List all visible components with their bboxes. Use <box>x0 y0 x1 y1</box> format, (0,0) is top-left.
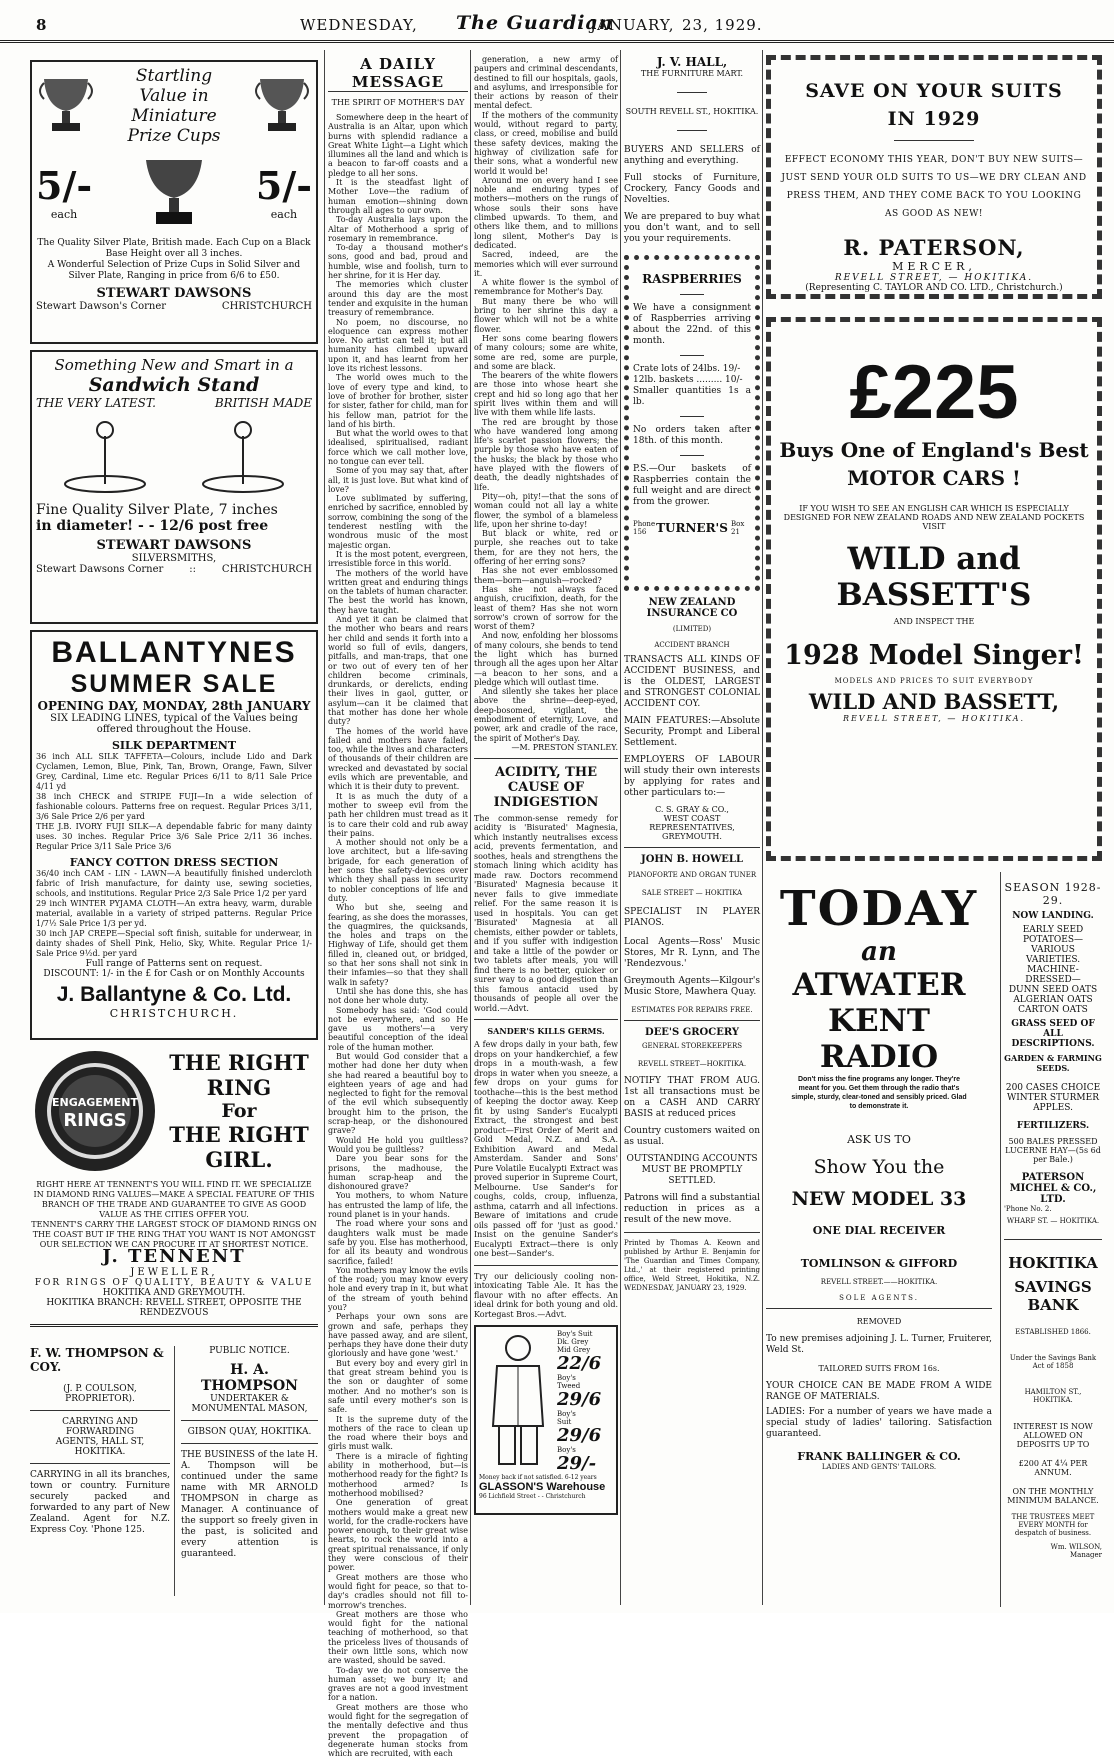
stand-tag2: BRITISH MADE <box>214 396 312 410</box>
nzi-firm: NEW ZEALAND INSURANCE CO <box>646 597 738 619</box>
article-paragraph: But would God consider that a mother had done her duty when she had reared a beautiful boy to eighteen years of age and had neglected to fight for the removal of the evil which subsequently brought him to the prison, the scrap-heap, or the dishonoured grave? <box>328 1051 468 1136</box>
tennent-towns: HOKITIKA AND GREYMOUTH. <box>102 1288 246 1298</box>
trophy-icon <box>252 73 312 139</box>
article-paragraph: If the mothers of the community would, without regard to party, class, or creed, mobilise and build these safety devices, making the highway of civilization safe for their sons, what a wonderful new world it would be! <box>474 110 618 176</box>
article-paragraph: You mothers, to whom Nature has entrusted the lamp of life, the round planet is in your hands. <box>328 1191 468 1220</box>
rasp-no-orders: No orders taken after 18th. of this month. <box>633 425 751 446</box>
hall-buy: BUYERS AND SELLERS of anything and everything. <box>624 145 760 166</box>
article-body-cont <box>474 55 618 743</box>
tennent-ad <box>30 1246 318 1346</box>
seed-phone: 'Phone No. 2. <box>1004 1205 1052 1213</box>
article-paragraph: But what the world owes to that idealised, spiritualised, radiant force which we call mother love, no tongue can ever tell. <box>328 429 468 466</box>
article-paragraph: But every boy and every girl in that great stream behind you is the son or daughter of some mother. And no mother's son is safe until every mother's son is safe. <box>328 1358 468 1415</box>
stand-tag1: THE VERY LATEST. <box>36 396 156 410</box>
howell-est: ESTIMATES FOR REPAIRS FREE. <box>631 1006 753 1014</box>
column-rule <box>324 50 325 1605</box>
radio-brand3: RADIO <box>819 1039 939 1075</box>
article-paragraph: A white flower is the symbol of remembrance for Mother's Day. <box>474 278 618 297</box>
glasson-price: 22/6 <box>557 1353 602 1375</box>
imprint: Printed by Thomas A. Keown and published by Arthur E. Benjamin for 'The Guardian and Times Company, Ltd.,' at their registered printing office, Weld Street, Hokitika, N.Z. WEDNESDAY, JANUARY 23, 1929. <box>624 1239 760 1292</box>
article-paragraph: Dare you bear sons for the prisons, the madhouse, the human scrap-heap and the dishonoured grave? <box>328 1154 468 1192</box>
bank-est: ESTABLISHED 1866. <box>1015 1328 1091 1336</box>
radio-today: TODAY <box>779 881 979 937</box>
singer-motor-ad <box>766 317 1102 861</box>
sandwich-stand-icon <box>60 416 150 496</box>
acidity-body: The common-sense remedy for acidity is 'Bisurated' Magnesia, which instantly neutralises excess acid, prevents fermentation, and soothes, heals and strengthens the stomach lining which acidity has made raw. Doctors recommend 'Bisurated' Magnesia because it never fails to give immediate relief. For the same reason it is used in hospitals. You can get 'Bisurated' Magnesia at all chemists, either powder or tablets, and if you suffer with indigestion and take a little of the powder or two tablets after meals, you will find there is no better, quicker or surer way to a good digestion than this famous antacid used by thousands of people all over the world.—Advt. <box>474 813 618 1013</box>
fancy-item: 30 inch JAP CREPE—Special soft finish, suitable for underwear, in dainty shades of Shell Pink, Helio, Sky, White. Regular Price 1/- Sale Price 9½d. per yard <box>36 929 312 958</box>
radio-blurb: Don't miss the fine programs any longer. They're meant for you. Get them through the radio that's simple, sturdy, clear-toned and sensibly priced. Glad to demonstrate it. <box>791 1076 967 1110</box>
article-paragraph: Love sublimated by suffering, enriched by sacrifice, ennobled by sorrow, combining the song of the tenderest nestling with the wondrous music of the most majestic organ. <box>328 494 468 550</box>
silk-dept: SILK DEPARTMENT <box>111 739 237 752</box>
radio-agents: SOLE AGENTS. <box>839 1294 919 1302</box>
article-paragraph: And now, enfolding her blossoms of many colours, she bends to tend the light which has burned through all the ages upon her Altar—a beacon to her sons, and a pledge which will outlast time. <box>474 631 618 687</box>
fancy-item: 29 inch WINTER PYJAMA CLOTH—An extra heavy, warm, durable material, available in a variety of striped patterns. Regular Price 1/7½ Sale Price 1/3 per yd. <box>36 899 312 928</box>
nzi-branch: ACCIDENT BRANCH <box>654 641 730 649</box>
paterson-firm: R. PATERSON, <box>843 235 1025 260</box>
article-paragraph: Until she has done this, she has not done her whole duty. <box>328 986 468 1006</box>
howell-agents: Local Agents—Ross' Music Stores, Mr R. Lynn, and The 'Rendezvous.' <box>624 937 760 969</box>
paterson-addr: REVELL STREET, — HOKITIKA. <box>834 273 1034 283</box>
howell-addr: SALE STREET — HOKITIKA <box>641 889 743 897</box>
article-paragraph: Pity—oh, pity!—that the sons of woman could not all lay a white flower, the symbol of a blameless life, upon her shrine to-day! <box>474 491 618 529</box>
ha-thompson-address: GIBSON QUAY, HOKITIKA. <box>187 1427 312 1437</box>
ring-title-3: THE RIGHT GIRL. <box>169 1122 309 1172</box>
article-subtitle: THE SPIRIT OF MOTHER'S DAY <box>331 98 465 107</box>
fancy-item: 36/40 inch CAM - LIN - LAWN—A beautifully finished undercloth fabric of Irish manufacture, for dainty use, sewing societies, schools, and institutions. Regular Price 2/3 Sale Price 1/2 per yard <box>36 869 312 898</box>
ring-badge-label-2: RINGS <box>63 1110 127 1131</box>
radio-an: an <box>861 937 897 967</box>
car-price: £225 <box>849 350 1019 435</box>
lower-right-ads <box>766 881 1102 1559</box>
seed-landing: NOW LANDING. <box>1012 911 1094 921</box>
nzi-ltd: (LIMITED) <box>672 625 712 633</box>
stand-sub: SILVERSMITHS, <box>131 553 217 564</box>
fw-thompson-firm: F. W. THOMPSON & COY. <box>30 1346 164 1374</box>
ring-body: RIGHT HERE AT TENNENT'S YOU WILL FIND IT. WE SPECIALIZE IN DIAMOND RING VALUES—MAKE A SPECIAL FEATURE OF THIS BRANCH OF THE TRADE AND GUARANTEE TO GIVE AS GOOD VALUE AS THE CITIES OFFER YOU. <box>33 1180 315 1219</box>
rasp-phone: Phone 156 <box>633 520 656 536</box>
header-day: WEDNESDAY, <box>300 16 418 34</box>
article-paragraph: There is a miracle of fighting ability in motherhood, but—is motherhood ready for the fight? Is motherhood armed? Is motherhood mobilised? <box>328 1451 468 1498</box>
rasp-box: Box 21 <box>730 520 745 536</box>
ring-title-2: For <box>221 1100 257 1122</box>
article-paragraph: generation, a new army of paupers and criminal descendants, destined to fill our hospitals, gaols, and asylums, and irresponsible for their actions by reason of their mental defect. <box>474 55 618 111</box>
dee-country: Country customers waited on as usual. <box>624 1126 760 1147</box>
article-paragraph: Has she not always faced anguish, crucifixion, death, for the least of them? Has she not worn sorrow's crown of sorrow for the worst of them? <box>474 584 618 632</box>
glasson-price: 29/- <box>557 1453 597 1475</box>
seed-wharf: WHARF ST. — HOKITIKA. <box>1006 1217 1100 1225</box>
radio-ask: ASK US TO <box>847 1133 911 1146</box>
summer-sale: SUMMER SALE <box>70 670 278 698</box>
glasson-label: Tweed <box>557 1382 581 1391</box>
article-paragraph: To-day a thousand mother's sons, good and bad, proud and humble, wise and foolish, turn to her shrine, for it is Her day. <box>328 243 468 281</box>
seed-fert: FERTILIZERS. <box>1016 1121 1090 1131</box>
seed-oats3: CARTON OATS <box>1018 1005 1088 1015</box>
article-paragraph: But many there be who will bring to her shrine this day a flower which will not be a white flower. <box>474 296 618 334</box>
column-1 <box>30 60 318 1605</box>
singer-buys: Buys One of England's Best <box>779 438 1089 462</box>
tennent-branch: HOKITIKA BRANCH: REVELL STREET, OPPOSITE THE RENDEZVOUS <box>46 1298 302 1318</box>
seed-season: SEASON 1928-29. <box>1004 881 1102 907</box>
ballinger-ladies: LADIES: For a number of years we have made a special study of ladies' tailoring. Satisfaction guaranteed. <box>766 1407 992 1439</box>
column-rule <box>762 50 763 1605</box>
rasp-firm: TURNER'S <box>656 521 728 535</box>
radio-firm: TOMLINSON & GIFFORD <box>800 1257 958 1270</box>
tennent-firm: J. TENNENT <box>102 1246 246 1267</box>
glasson-price: 29/6 <box>557 1389 602 1411</box>
suits-title2: IN 1929 <box>887 108 981 130</box>
article-paragraph: The red are brought by those who have wandered long among life's scarlet passion flowers; the purple by those who have eaten of the husks; the black by those who have played with the flowers of death, the deadly nightshades of life. <box>474 417 618 492</box>
cups-city: CHRISTCHURCH <box>221 301 312 312</box>
article-paragraph: Around me on every hand I see noble and enduring types of mothers—mothers on the rungs of whose souls their sons have climbed upwards. To them, and others like them, and to millions long silent, Mother's Day is dedicated. <box>474 175 618 250</box>
article-paragraph: To-day Australia lays upon the Altar of Motherhood a sprig of rosemary in remembrance. <box>328 215 468 243</box>
rasp-ps: P.S.—Our baskets of Raspberries contain the full weight and are direct from the grower. <box>633 464 751 507</box>
table-ale-ad: Try our deliciously cooling non-intoxicating Table Ale. It has the flavour with no after effects. An ideal drink for both young and old. Kortegast Bros.—Advt. <box>474 1271 618 1319</box>
dee-trade: GENERAL STOREKEEPERS <box>641 1042 743 1050</box>
article-byline: —M. PRESTON STANLEY. <box>511 742 618 752</box>
silk-item: 38 inch CHECK and STRIPE FUJI—In a wide selection of fashionable colours. Patterns free on request. Regular Prices 3/11, 3/6 Sale Price 2/6 per yard <box>36 792 312 821</box>
raspberries-ad <box>624 255 760 591</box>
article-paragraph: The homes of the world have failed and mothers have failed, too, while the lives and characters of thousands of their children are wrecked and devastated by social evils which are preventable, and which it is their duty to prevent. <box>328 726 468 792</box>
rasp-crate3: Smaller quantities 1s a lb. <box>633 386 751 407</box>
bank-title2: SAVINGS BANK <box>1014 1278 1092 1314</box>
ha-thompson-body: THE BUSINESS of the late H. A. Thompson will be continued under the same name with MR ARNOLD THOMPSON in charge as Manager. A continuance of the support so freely given in the past, is solicited and every attention is guaranteed. <box>181 1450 318 1559</box>
article-paragraph: No poem, no discourse, no eloquence can express mother love. No artist can tell it; but all humanity has climbed upward upon it, and has learnt from her love its richest lessons. <box>328 317 468 374</box>
nzi-employers: EMPLOYERS OF LABOUR will study their own interests by applying for rates and other particulars to:— <box>624 755 760 798</box>
ballinger-trade: LADIES AND GENTS' TAILORS. <box>821 1463 937 1471</box>
article-paragraph: Great mothers are those who would fight for the national teaching of motherhood, so that the priceless lives of thousands of their own little sons, which now are wasted, should be saved. <box>328 1609 468 1666</box>
singer-inspect: AND INSPECT THE <box>893 617 975 626</box>
article-paragraph: It is the steadfast light of Mother Love—the radium of human emotion—shining down through all ages to our own. <box>328 178 468 215</box>
nzi-town: GREYMOUTH. <box>662 832 722 841</box>
bank-on: ON THE MONTHLY MINIMUM BALANCE. <box>1007 1487 1099 1505</box>
ballantyne-city: CHRISTCHURCH. <box>109 1007 239 1020</box>
six-lines: SIX LEADING LINES, typical of the Values being offered throughout the House. <box>50 713 298 735</box>
stand-firm: STEWART DAWSONS <box>96 538 252 553</box>
glasson-label: Boy's Suit <box>557 1330 593 1339</box>
article-title: A DAILY MESSAGE <box>328 55 468 92</box>
seed-early: EARLY SEED POTATOES— <box>1022 925 1084 945</box>
hall-stocks: Full stocks of Furniture, Crockery, Fancy Goods and Novelties. <box>624 173 760 205</box>
seed-various: VARIOUS VARIETIES. <box>1025 945 1081 965</box>
stand-desc1: Fine Quality Silver Plate, 7 inches <box>36 502 278 518</box>
each-label: each <box>270 208 298 221</box>
ha-thompson-ad <box>175 1346 318 1596</box>
bank-trustees: THE TRUSTEES MEET EVERY MONTH for despatch of business. <box>1011 1513 1095 1537</box>
stand-title2: Sandwich Stand <box>88 374 260 396</box>
glasson-label: Boy's <box>557 1374 576 1383</box>
tennent-trade: JEWELLER, <box>130 1267 218 1278</box>
ring-badge-label-1: ENGAGEMENT <box>52 1096 138 1109</box>
glasson-label: Boy's <box>557 1446 576 1455</box>
article-paragraph: To-day we do not conserve the human asset; we bury it; and graves are not a good investment for a nation. <box>328 1665 468 1703</box>
cup-price-right: 5/- <box>255 163 312 208</box>
seed-apples: 200 CASES CHOICE WINTER STURMER APPLES. <box>1005 1083 1101 1113</box>
rasp-crate1: Crate lots of 24lbs. 19/- <box>633 364 741 374</box>
stand-title1: Something New and Smart in a <box>54 356 294 374</box>
engagement-ring-ad <box>30 1046 318 1249</box>
howell-trade: PIANOFORTE AND ORGAN TUNER <box>627 871 757 879</box>
paterson-suits-ad <box>766 55 1102 299</box>
dee-addr: REVELL STREET—HOKITIKA. <box>637 1060 747 1068</box>
article-paragraph: Her sons come bearing flowers of many colours; some are white, some are red, some are purple, and some are black. <box>474 333 618 371</box>
singer-addr: REVELL STREET, — HOKITIKA. <box>842 714 1026 723</box>
silk-item: THE J.B. IVORY FUJI SILK—A dependable fabric for many dainty uses. 30 inches. Regular Price 3/6 Sale Price 2/11 36 inches. Regular Price 3/11 Sale Price 3/6 <box>36 822 312 851</box>
ballinger-tailored: TAILORED SUITS FROM 16s. <box>818 1364 940 1373</box>
ha-thompson-firm: H. A. THOMPSON <box>201 1362 298 1394</box>
cups-line2: A Wonderful Selection of Prize Cups in Solid Silver and Silver Plate, Ranging in price from 6/6 to £50. <box>47 260 301 281</box>
stand-city: CHRISTCHURCH <box>221 564 312 575</box>
hall-addr: SOUTH REVELL ST., HOKITIKA. <box>625 107 759 116</box>
bank-street: HAMILTON ST., HOKITIKA. <box>1024 1388 1082 1404</box>
dee-notify: NOTIFY THAT FROM AUG. 1st all transactions must be on a CASH AND CARRY BASIS at reduced prices <box>624 1076 760 1119</box>
singer-prices: MODELS AND PRICES TO SUIT EVERYBODY <box>834 677 1034 685</box>
seed-grass: GRASS SEED OF ALL DESCRIPTIONS. <box>1011 1019 1095 1049</box>
article-paragraph: It is the supreme duty of the mothers of the race to clean up the road where their boys and girls must walk. <box>328 1414 468 1452</box>
article-paragraph: A mother should not only be a love architect, but a life-saving brigade, for each generation of her sons the safety-devices over which they shall pass in security to nobler conceptions of life and duty. <box>328 838 468 903</box>
seed-and-bank-ads <box>996 881 1102 1559</box>
singer-firm2: WILD AND BASSETT, <box>808 689 1060 714</box>
article-paragraph: It is the most potent, evergreen, irresistible force in this world. <box>328 549 468 569</box>
article-paragraph: And yet it can be claimed that the mother who bears and rears her child and sends it forth into a world so full of evils, dangers, pitfalls, and man-traps, that one or two out of every ten of her children become criminals, drunkards, or derelicts, ending their lives in gaol, gutter, or asylum—can it be claimed that that mother has done her whole duty? <box>328 615 468 727</box>
article-paragraph: Some of you may say that, after all, it is just love. But what kind of love? <box>328 466 468 494</box>
cups-firm: STEWART DAWSONS <box>96 286 252 301</box>
bank-manager: Wm. WILSON, <box>1050 1543 1102 1551</box>
article-paragraph: The road where your sons and daughters walk must be made safe by you. Else has motherhood, for all its beauty and wondrous sacrifice, failed! <box>328 1219 468 1266</box>
hall-firm: J. V. HALL, <box>656 55 728 69</box>
bank-interest: INTEREST IS NOW ALLOWED ON DEPOSITS UP TO <box>1013 1422 1093 1449</box>
article-paragraph: Great mothers are those who would fight for the segregation of the mentally defective and thus prevent the propagation of degenerate human stocks from which are recruited, with each <box>328 1702 468 1759</box>
opening-day: OPENING DAY, MONDAY, 28th JANUARY <box>37 699 311 713</box>
glassons-ad <box>474 1325 618 1515</box>
article-paragraph: You mothers may know the evils of the road; you may know every hole and every trap in it, but what of the stream of youth behind you? <box>328 1265 468 1312</box>
article-paragraph: The world owes much to the love of every type and kind, to love of brother for brother, sister for sister, father for child, man for his fellow man, patriot for the land of his birth. <box>328 373 468 429</box>
article-paragraph: One generation of great mothers would make a great new world, for the cradle-rockers have power enough, to their great wise hearts, to rock the world into a great spiritual renaissance, if only they were conscious of their power. <box>328 1498 468 1573</box>
column-rule <box>470 50 471 1605</box>
sandwich-stand-icon <box>198 416 288 496</box>
radio-brand1: ATWATER <box>792 967 966 1003</box>
column-rule <box>620 50 621 1605</box>
ballantyne-firm: J. Ballantyne & Co. Ltd. <box>56 983 292 1006</box>
glasson-name: GLASSON'S Warehouse <box>479 1481 606 1494</box>
column-2 <box>328 55 469 1759</box>
dee-outstanding: OUTSTANDING ACCOUNTS MUST BE PROMPTLY SETTLED. <box>626 1154 758 1186</box>
each-label: each <box>50 208 78 221</box>
ha-thompson-trade: UNDERTAKER & MONUMENTAL MASON, <box>191 1394 308 1414</box>
glasson-money: Money back if not satisfied. 6-12 years <box>479 1474 597 1482</box>
nzi-agent2: WEST COAST REPRESENTATIVES, <box>649 814 735 832</box>
header-date: 23, 1929. <box>682 16 763 34</box>
singer-motor: MOTOR CARS ! <box>847 466 1021 490</box>
hall-prep: We are prepared to buy what you don't want, and to sell you your requirements. <box>624 212 760 244</box>
cups-title: Startling Value in Miniature Prize Cups <box>127 66 221 146</box>
notice-title: PUBLIC NOTICE. <box>209 1346 290 1356</box>
ballantynes-ad <box>30 630 318 1040</box>
fw-thompson-prop: (J. P. COULSON, PROPRIETOR). <box>63 1384 137 1404</box>
page-header <box>0 0 1114 43</box>
ring-badge-icon <box>30 1046 160 1176</box>
nzi-agent: C. S. GRAY & CO., <box>655 805 729 814</box>
article-body <box>328 113 468 1759</box>
article-paragraph: Has she not ever emblossomed them—born—anguish—rocked? <box>474 566 618 585</box>
hall-sub: THE FURNITURE MART. <box>640 69 744 78</box>
column-4 <box>624 55 760 1607</box>
suits-title1: SAVE ON YOUR SUITS <box>805 80 1063 102</box>
article-paragraph: Somewhere deep in the heart of Australia is an Altar, upon which burns with splendid radiance a Great White Light—a Light which illumines all the land and which is a beacon to far-off coasts and a pledge to all her sons. <box>328 113 468 178</box>
paterson-rep: (Representing C. TAYLOR AND CO. LTD., Christchurch.) <box>805 283 1063 293</box>
howell-spec: SPECIALIST IN PLAYER PIANOS. <box>624 907 760 928</box>
article-paragraph: Would He hold you guiltless? Would you be guiltless? <box>328 1135 468 1154</box>
howell-grey: Greymouth Agents—Kilgour's Music Store, Mawhera Quay. <box>624 976 760 997</box>
glasson-label: Boy's <box>557 1410 576 1419</box>
glasson-price: 29/6 <box>557 1425 602 1447</box>
acidity-title: ACIDITY, THE CAUSE OF INDIGESTION <box>493 764 599 810</box>
stand-sep: :: <box>189 564 196 575</box>
silk-item: 36 inch ALL SILK TAFFETA—Colours, include Lido and Dark Cyclamen, Lemon, Blue, Pink, Tan, Brown, Orange, Fawn, Silver Grey, Cardinal, Lime etc. Regular Prices 6/11 to 8/11 Sale Price 4/11 yd <box>36 752 312 791</box>
article-paragraph: Perhaps your own sons are grown and safe, perhaps they have passed away, and are silent, perhaps they have done their duty gloriously and have gone 'west.' <box>328 1312 468 1359</box>
bank-manager-title: Manager <box>1070 1551 1102 1559</box>
nzi-body: TRANSACTS ALL KINDS OF ACCIDENT BUSINESS, and is the OLDEST, LARGEST and STRONGEST COLONIAL ACCIDENT COY. <box>624 655 760 709</box>
cups-corner: Stewart Dawson's Corner <box>36 301 167 312</box>
article-paragraph: The bearers of the white flowers are those into whose heart she crept and hid so long ago that her spirit lives within them and will live with them while life lasts. <box>474 371 618 418</box>
ballinger-prem: To new premises adjoining J. L. Turner, Fruiterer, Weld St. <box>766 1334 992 1355</box>
column-3 <box>474 55 618 1607</box>
boy-in-suit-illustration <box>479 1330 557 1470</box>
nzi-features: MAIN FEATURES:—Absolute Security, Prompt and Liberal Settlement. <box>624 716 760 748</box>
fw-thompson-trade: CARRYING AND FORWARDING <box>62 1417 138 1437</box>
seed-machine: MACHINE-DRESSED— <box>1025 965 1081 985</box>
fw-thompson-ad <box>30 1346 175 1596</box>
dee-firm: DEE'S GROCERY <box>645 1027 739 1038</box>
rasp-title: RASPBERRIES <box>642 272 742 286</box>
thompson-ads <box>30 1346 318 1596</box>
page-number: 8 <box>36 16 48 34</box>
seed-lucerne: 500 BALES PRESSED LUCERNE HAY—(5s 6d per Bale.) <box>1005 1137 1101 1164</box>
fw-thompson-body: CARRYING in all its branches, town or country. Furniture securely packed and forwarded to any part of New Zealand. Agent for N.Z. Express Coy. 'Phone 125. <box>30 1470 170 1535</box>
rasp-crate2: 12lb. baskets ......... 10/- <box>633 375 743 385</box>
suits-body: EFFECT ECONOMY THIS YEAR, DON'T BUY NEW SUITS—JUST SEND YOUR OLD SUITS TO US—WE DRY CLEAN AND PRESS THEM, AND THEY COME BACK TO YOU LOOKING AS GOOD AS NEW! <box>781 155 1087 219</box>
stand-desc2: in diameter! - - 12/6 post free <box>36 518 269 534</box>
article-paragraph: The memories which cluster around this day are the most tender and exquisite in the human treasury of remembrance. <box>328 280 468 318</box>
singer-if: IF YOU WISH TO SEE AN ENGLISH CAR WHICH IS ESPECIALLY DESIGNED FOR NEW ZEALAND ROADS AND NEW ZEALAND POCKETS VISIT <box>783 504 1085 531</box>
radio-street: REVELL STREET.——HOKITIKA. <box>820 1278 938 1286</box>
article-paragraph: And silently she takes her place above the shrine—deep-eyed, deep-bosomed, vigilant, the embodiment of eternity, Love, and power, ark and cradle of the race, the spirit of Mother's Day. <box>474 687 618 743</box>
ballinger-choice: YOUR CHOICE CAN BE MADE FROM A WIDE RANGE OF MATERIALS. <box>766 1381 992 1402</box>
discount: DISCOUNT: 1/- in the £ for Cash or on Monthly Accounts <box>43 969 305 979</box>
prize-cup-icon <box>134 152 214 232</box>
cups-line1: The Quality Silver Plate, British made. Each Cup on a Black Base Height over all 3 inches. <box>37 238 311 259</box>
fw-thompson-agents: AGENTS, HALL ST, HOKITIKA. <box>55 1437 145 1457</box>
article-paragraph: The mothers of the world have written great and enduring things on the tablets of human character. The best the world has known, they have taught. <box>328 568 469 615</box>
radio-dial: ONE DIAL RECEIVER <box>812 1224 946 1237</box>
sandwich-stand-ad <box>30 350 318 624</box>
bank-act: Under the Savings Bank Act of 1858 <box>1009 1354 1097 1370</box>
seed-oats2: ALGERIAN OATS <box>1013 995 1093 1005</box>
radio-model: NEW MODEL 33 <box>791 1188 967 1210</box>
ballinger-removed: REMOVED <box>856 1317 902 1326</box>
seed-firm: PATERSON MICHEL & CO., LTD. <box>1009 1172 1097 1205</box>
bank-rate: £200 AT 4¼ PER ANNUM. <box>1018 1459 1088 1477</box>
singer-firm: WILD and BASSETT'S <box>836 541 1032 613</box>
stand-corner: Stewart Dawsons Corner <box>36 564 164 575</box>
paterson-trade: MERCER, <box>892 260 976 273</box>
bank-title1: HOKITIKA <box>1008 1254 1098 1272</box>
glasson-label: Mid Grey <box>557 1346 591 1355</box>
glasson-label: Dk. Grey <box>557 1338 589 1347</box>
radio-show: Show You the <box>813 1156 945 1178</box>
article-paragraph: Somebody has said: 'God could not be everywhere, and so He gave us mothers'—a very beautiful conception of the ideal role of the human mother. <box>328 1005 468 1052</box>
masthead: The Guardian <box>456 12 614 34</box>
atwater-kent-ad <box>766 881 996 1559</box>
article-paragraph: Sacred, indeed, are the memories which will ever surround it. <box>474 250 618 278</box>
ring-title-1: THE RIGHT RING <box>169 1050 309 1100</box>
glasson-label: Suit <box>557 1418 572 1427</box>
trophy-icon <box>36 73 96 139</box>
singer-model: 1928 Model Singer! <box>784 640 1084 671</box>
ballinger-firm: FRANK BALLINGER & CO. <box>797 1450 961 1463</box>
sander-title: SANDER'S KILLS GERMS. <box>487 1026 605 1037</box>
article-paragraph: Who but she, seeing and fearing, as she does the morasses, the quagmires, the quicksands, the holes and traps on the Highway of Life, should get them filled in, cleaned out, or bridged, so that her sons shall not sink in their infamies—so that they shall walk in safety? <box>328 903 468 987</box>
article-paragraph: It is as much the duty of a mother to sweep evil from the path her children must tread as it is to care their cold and rub away their pains. <box>328 791 468 838</box>
tennent-line: FOR RINGS OF QUALITY, BEAUTY & VALUE <box>34 1278 314 1288</box>
full-range: Full range of Patterns sent on request. <box>85 959 263 969</box>
ring-body2: TENNENT'S CARRY THE LARGEST STOCK OF DIAMOND RINGS ON THE COAST BUT IF THE RING THAT YOU WANT IS NOT AMONGST OUR SELECTION WE CAN PROCURE IT AT SHORTEST NOTICE. <box>31 1220 317 1249</box>
dee-patrons: Patrons will find a substantial reduction in prices as a result of the new move. <box>624 1193 760 1225</box>
seed-oats1: DUNN SEED OATS <box>1008 985 1098 995</box>
column-5 <box>766 55 1102 1607</box>
fancy-section: FANCY COTTON DRESS SECTION <box>69 856 279 869</box>
seed-garden: GARDEN & FARMING SEEDS. <box>1004 1053 1102 1073</box>
header-month: JANUARY, <box>590 16 675 34</box>
sander-body: A few drops daily in your bath, few drops on your handkerchief, a few drops in a mouth-wash, a few drops in water when you sneeze, a few drops on your gums for toothache—this is the best method of keeping the doctor away. Keep fit by using Sander's Eucalypti Extract, the strongest and best product—First Order of Merit and Gold Medal, N.Z. and S.A. Exhibition Award and Medal Amsterdam. Sander and Sons' Pure Volatile Eucalypti Extract was proved superior in Supreme Court, Melbourne. Use Sander's for coughs, colds, croup, influenza, asthma, catarrh and all infections. Beware of imitations and crude oils passed off for 'just as good.' Insist on the genuine Sander's Eucalypti Extract—there is only one best—Sander's. <box>474 1040 618 1259</box>
article-paragraph: Great mothers are those who would fight for peace, so that to-day's cradles should not fill to-morrow's trenches. <box>328 1572 468 1610</box>
howell-firm: JOHN B. HOWELL <box>640 854 743 865</box>
rasp-body: We have a consignment of Raspberries arriving about the 22nd. of this month. <box>633 303 751 346</box>
radio-brand2: KENT <box>828 1003 930 1039</box>
cup-price-left: 5/- <box>36 163 93 208</box>
article-paragraph: But black or white, red or purple, she reaches out to take them, for are they not hers, the offering of her erring sons? <box>474 529 618 567</box>
ballantynes-name: BALLANTYNES <box>51 636 297 669</box>
prize-cups-ad <box>30 60 318 344</box>
glasson-addr: 96 Lichfield Street - - Christchurch <box>479 1493 586 1501</box>
